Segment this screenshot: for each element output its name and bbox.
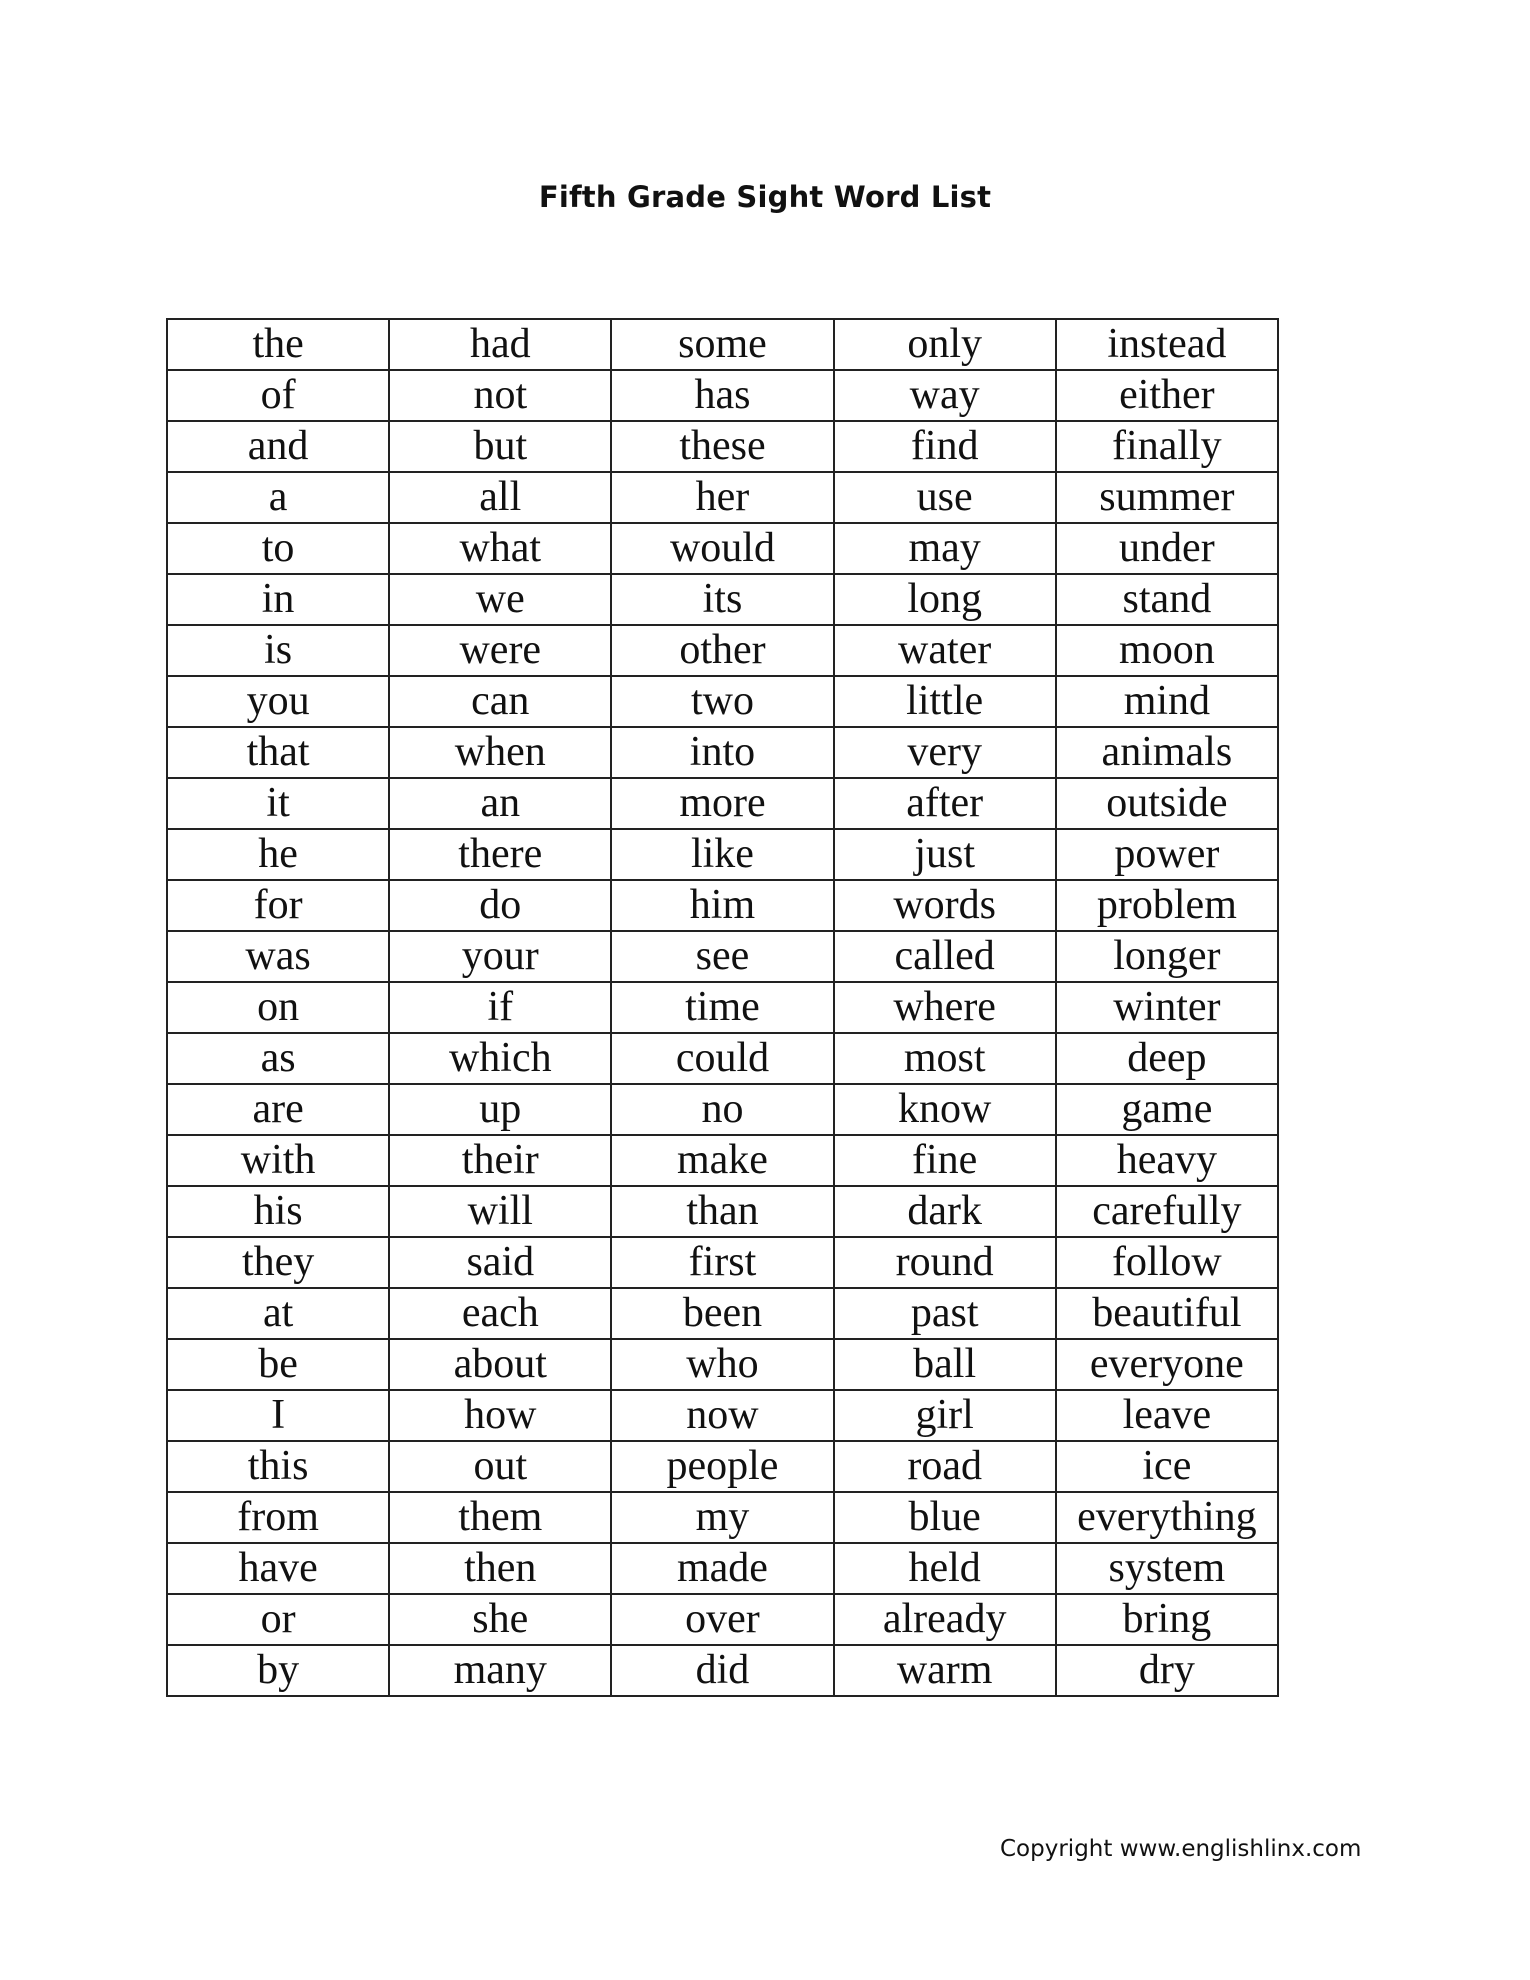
- word-cell: problem: [1056, 880, 1278, 931]
- word-cell: its: [611, 574, 833, 625]
- word-row: [167, 1645, 1278, 1696]
- word-cell: your: [389, 931, 611, 982]
- word-row: [167, 829, 1278, 880]
- word-cell: some: [611, 319, 833, 370]
- word-cell: words: [834, 880, 1056, 931]
- word-row: [167, 1288, 1278, 1339]
- word-cell: held: [834, 1543, 1056, 1594]
- word-row: [167, 1033, 1278, 1084]
- word-cell: we: [389, 574, 611, 625]
- word-cell: her: [611, 472, 833, 523]
- word-cell: time: [611, 982, 833, 1033]
- word-cell: all: [389, 472, 611, 523]
- word-cell: power: [1056, 829, 1278, 880]
- word-cell: leave: [1056, 1390, 1278, 1441]
- word-cell: has: [611, 370, 833, 421]
- word-cell: you: [167, 676, 389, 727]
- word-cell: in: [167, 574, 389, 625]
- word-cell: deep: [1056, 1033, 1278, 1084]
- word-cell: be: [167, 1339, 389, 1390]
- word-cell: under: [1056, 523, 1278, 574]
- word-cell: first: [611, 1237, 833, 1288]
- word-cell: made: [611, 1543, 833, 1594]
- word-cell: everything: [1056, 1492, 1278, 1543]
- word-cell: after: [834, 778, 1056, 829]
- word-cell: this: [167, 1441, 389, 1492]
- word-row: [167, 931, 1278, 982]
- word-cell: out: [389, 1441, 611, 1492]
- word-row: [167, 1594, 1278, 1645]
- sight-word-table-body: [167, 319, 1278, 1696]
- word-row: [167, 982, 1278, 1033]
- word-row: [167, 676, 1278, 727]
- word-cell: the: [167, 319, 389, 370]
- word-cell: girl: [834, 1390, 1056, 1441]
- word-cell: carefully: [1056, 1186, 1278, 1237]
- word-cell: most: [834, 1033, 1056, 1084]
- word-cell: people: [611, 1441, 833, 1492]
- word-row: [167, 1084, 1278, 1135]
- word-cell: only: [834, 319, 1056, 370]
- word-row: [167, 1441, 1278, 1492]
- word-cell: either: [1056, 370, 1278, 421]
- word-cell: outside: [1056, 778, 1278, 829]
- word-cell: animals: [1056, 727, 1278, 778]
- word-cell: little: [834, 676, 1056, 727]
- word-row: [167, 727, 1278, 778]
- word-cell: which: [389, 1033, 611, 1084]
- word-cell: but: [389, 421, 611, 472]
- word-cell: at: [167, 1288, 389, 1339]
- word-row: [167, 319, 1278, 370]
- word-cell: ice: [1056, 1441, 1278, 1492]
- word-cell: called: [834, 931, 1056, 982]
- word-cell: no: [611, 1084, 833, 1135]
- word-cell: to: [167, 523, 389, 574]
- word-cell: instead: [1056, 319, 1278, 370]
- word-cell: a: [167, 472, 389, 523]
- word-cell: road: [834, 1441, 1056, 1492]
- word-cell: very: [834, 727, 1056, 778]
- word-cell: summer: [1056, 472, 1278, 523]
- word-cell: ball: [834, 1339, 1056, 1390]
- word-cell: into: [611, 727, 833, 778]
- word-cell: just: [834, 829, 1056, 880]
- word-cell: there: [389, 829, 611, 880]
- word-cell: over: [611, 1594, 833, 1645]
- word-row: [167, 1135, 1278, 1186]
- word-cell: dark: [834, 1186, 1056, 1237]
- word-cell: can: [389, 676, 611, 727]
- word-cell: been: [611, 1288, 833, 1339]
- word-cell: beautiful: [1056, 1288, 1278, 1339]
- word-cell: for: [167, 880, 389, 931]
- word-cell: warm: [834, 1645, 1056, 1696]
- word-cell: know: [834, 1084, 1056, 1135]
- word-cell: is: [167, 625, 389, 676]
- word-cell: see: [611, 931, 833, 982]
- word-cell: may: [834, 523, 1056, 574]
- word-row: [167, 1186, 1278, 1237]
- word-cell: how: [389, 1390, 611, 1441]
- word-cell: could: [611, 1033, 833, 1084]
- word-cell: they: [167, 1237, 389, 1288]
- word-cell: than: [611, 1186, 833, 1237]
- word-cell: will: [389, 1186, 611, 1237]
- word-cell: said: [389, 1237, 611, 1288]
- word-cell: heavy: [1056, 1135, 1278, 1186]
- word-cell: have: [167, 1543, 389, 1594]
- word-row: [167, 1237, 1278, 1288]
- word-row: [167, 472, 1278, 523]
- word-cell: stand: [1056, 574, 1278, 625]
- word-row: [167, 421, 1278, 472]
- word-cell: like: [611, 829, 833, 880]
- word-cell: everyone: [1056, 1339, 1278, 1390]
- page-title: Fifth Grade Sight Word List: [538, 180, 992, 214]
- word-cell: not: [389, 370, 611, 421]
- word-cell: them: [389, 1492, 611, 1543]
- word-row: [167, 625, 1278, 676]
- word-cell: him: [611, 880, 833, 931]
- word-cell: game: [1056, 1084, 1278, 1135]
- word-cell: follow: [1056, 1237, 1278, 1288]
- word-cell: past: [834, 1288, 1056, 1339]
- word-cell: by: [167, 1645, 389, 1696]
- word-cell: that: [167, 727, 389, 778]
- word-cell: did: [611, 1645, 833, 1696]
- word-cell: or: [167, 1594, 389, 1645]
- word-cell: who: [611, 1339, 833, 1390]
- word-cell: find: [834, 421, 1056, 472]
- word-row: [167, 880, 1278, 931]
- word-cell: their: [389, 1135, 611, 1186]
- word-cell: round: [834, 1237, 1056, 1288]
- word-cell: then: [389, 1543, 611, 1594]
- word-row: [167, 523, 1278, 574]
- word-cell: what: [389, 523, 611, 574]
- word-cell: finally: [1056, 421, 1278, 472]
- word-row: [167, 574, 1278, 625]
- word-cell: use: [834, 472, 1056, 523]
- word-cell: an: [389, 778, 611, 829]
- word-row: [167, 1390, 1278, 1441]
- word-row: [167, 1492, 1278, 1543]
- word-cell: mind: [1056, 676, 1278, 727]
- word-cell: each: [389, 1288, 611, 1339]
- word-cell: I: [167, 1390, 389, 1441]
- word-cell: two: [611, 676, 833, 727]
- word-cell: long: [834, 574, 1056, 625]
- word-cell: up: [389, 1084, 611, 1135]
- word-cell: my: [611, 1492, 833, 1543]
- word-cell: make: [611, 1135, 833, 1186]
- word-cell: other: [611, 625, 833, 676]
- word-cell: longer: [1056, 931, 1278, 982]
- word-cell: fine: [834, 1135, 1056, 1186]
- word-cell: winter: [1056, 982, 1278, 1033]
- word-cell: of: [167, 370, 389, 421]
- word-cell: water: [834, 625, 1056, 676]
- word-cell: these: [611, 421, 833, 472]
- word-cell: it: [167, 778, 389, 829]
- word-cell: from: [167, 1492, 389, 1543]
- word-cell: moon: [1056, 625, 1278, 676]
- word-cell: as: [167, 1033, 389, 1084]
- word-cell: many: [389, 1645, 611, 1696]
- word-cell: she: [389, 1594, 611, 1645]
- word-cell: was: [167, 931, 389, 982]
- word-cell: do: [389, 880, 611, 931]
- word-cell: dry: [1056, 1645, 1278, 1696]
- word-cell: on: [167, 982, 389, 1033]
- sight-word-table: [166, 318, 1279, 1697]
- word-cell: now: [611, 1390, 833, 1441]
- word-cell: he: [167, 829, 389, 880]
- word-cell: where: [834, 982, 1056, 1033]
- word-row: [167, 778, 1278, 829]
- word-cell: if: [389, 982, 611, 1033]
- word-cell: are: [167, 1084, 389, 1135]
- word-cell: about: [389, 1339, 611, 1390]
- word-cell: his: [167, 1186, 389, 1237]
- word-row: [167, 1543, 1278, 1594]
- word-cell: would: [611, 523, 833, 574]
- word-cell: bring: [1056, 1594, 1278, 1645]
- word-cell: blue: [834, 1492, 1056, 1543]
- word-cell: had: [389, 319, 611, 370]
- word-cell: were: [389, 625, 611, 676]
- word-cell: way: [834, 370, 1056, 421]
- word-cell: system: [1056, 1543, 1278, 1594]
- copyright-notice: Copyright www.englishlinx.com: [1000, 1836, 1362, 1862]
- word-cell: more: [611, 778, 833, 829]
- word-row: [167, 1339, 1278, 1390]
- word-cell: with: [167, 1135, 389, 1186]
- word-cell: and: [167, 421, 389, 472]
- word-row: [167, 370, 1278, 421]
- word-cell: already: [834, 1594, 1056, 1645]
- word-cell: when: [389, 727, 611, 778]
